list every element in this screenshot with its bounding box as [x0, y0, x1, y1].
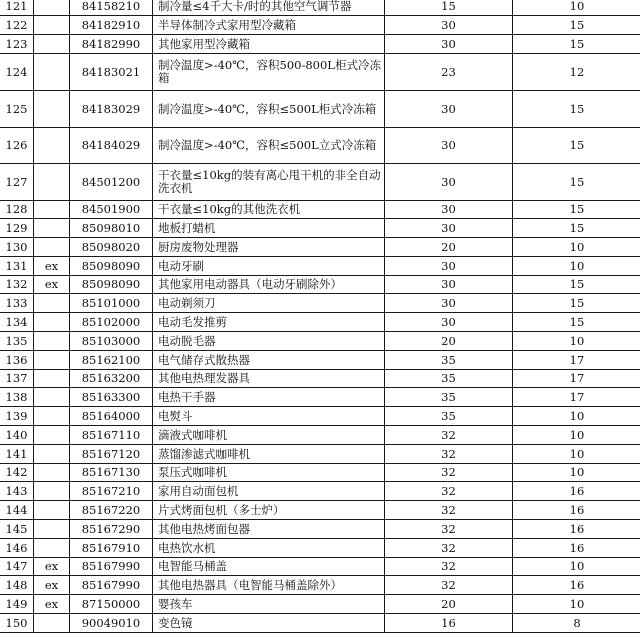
- ex-marker: [34, 464, 70, 482]
- mfn-rate: 35: [385, 407, 513, 426]
- tariff-code: 85167130: [70, 464, 153, 482]
- item-description: 婴孩车: [153, 595, 385, 614]
- new-rate: 10: [513, 595, 640, 614]
- row-number: 126: [0, 128, 34, 164]
- tariff-code: 85098020: [70, 238, 153, 257]
- row-number: 141: [0, 445, 34, 464]
- tariff-code: 85167290: [70, 520, 153, 539]
- table-row: [0, 35, 640, 54]
- mfn-rate: 30: [385, 276, 513, 294]
- table-row: [0, 576, 640, 595]
- item-description: 电动脱毛器: [153, 332, 385, 351]
- row-number: 129: [0, 219, 34, 238]
- new-rate: 10: [513, 426, 640, 445]
- new-rate: 15: [513, 201, 640, 219]
- row-number: 146: [0, 539, 34, 558]
- tariff-code: 85103000: [70, 332, 153, 351]
- mfn-rate: 35: [385, 388, 513, 407]
- mfn-rate: 35: [385, 370, 513, 388]
- row-number: 134: [0, 313, 34, 332]
- item-description: 制冷温度>-40℃，容积≤500L立式冷冻箱: [153, 128, 385, 164]
- ex-marker: [34, 128, 70, 164]
- table-row: [0, 276, 640, 294]
- table-row: [0, 426, 640, 445]
- item-description: 电熨斗: [153, 407, 385, 426]
- ex-marker: [34, 482, 70, 501]
- item-description: 泵压式咖啡机: [153, 464, 385, 482]
- tariff-code: 84501200: [70, 164, 153, 201]
- table-row: [0, 332, 640, 351]
- item-description: 制冷温度>-40℃，容积500-800L柜式冷冻箱: [153, 54, 385, 91]
- new-rate: 15: [513, 16, 640, 35]
- mfn-rate: 32: [385, 426, 513, 445]
- row-number: 139: [0, 407, 34, 426]
- row-number: 123: [0, 35, 34, 54]
- ex-marker: [34, 520, 70, 539]
- ex-marker: [34, 426, 70, 445]
- tariff-code: 84184029: [70, 128, 153, 164]
- mfn-rate: 32: [385, 539, 513, 558]
- item-description: 制冷量≤4千大卡/时的其他空气调节器: [153, 0, 385, 16]
- new-rate: 15: [513, 91, 640, 128]
- tariff-code: 84183029: [70, 91, 153, 128]
- table-row: [0, 238, 640, 257]
- mfn-rate: 30: [385, 16, 513, 35]
- mfn-rate: 30: [385, 91, 513, 128]
- new-rate: 17: [513, 370, 640, 388]
- new-rate: 10: [513, 445, 640, 464]
- mfn-rate: 32: [385, 445, 513, 464]
- ex-marker: [34, 539, 70, 558]
- tariff-code: 85098090: [70, 276, 153, 294]
- row-number: 142: [0, 464, 34, 482]
- table-row: [0, 558, 640, 576]
- mfn-rate: 32: [385, 520, 513, 539]
- row-number: 136: [0, 351, 34, 370]
- new-rate: 10: [513, 257, 640, 276]
- new-rate: 15: [513, 219, 640, 238]
- item-description: 蒸馏渗滤式咖啡机: [153, 445, 385, 464]
- mfn-rate: 15: [385, 0, 513, 16]
- row-number: 147: [0, 558, 34, 576]
- item-description: 其他电热理发器具: [153, 370, 385, 388]
- new-rate: 16: [513, 501, 640, 520]
- table-row: [0, 0, 640, 16]
- new-rate: 15: [513, 164, 640, 201]
- ex-marker: [34, 164, 70, 201]
- item-description: 电动牙刷: [153, 257, 385, 276]
- mfn-rate: 32: [385, 501, 513, 520]
- ex-marker: [34, 501, 70, 520]
- row-number: 135: [0, 332, 34, 351]
- item-description: 电动毛发推剪: [153, 313, 385, 332]
- table-row: [0, 388, 640, 407]
- table-row: [0, 54, 640, 91]
- mfn-rate: 30: [385, 201, 513, 219]
- table-row: [0, 445, 640, 464]
- new-rate: 12: [513, 54, 640, 91]
- ex-marker: [34, 614, 70, 633]
- item-description: 地板打蜡机: [153, 219, 385, 238]
- ex-marker: [34, 370, 70, 388]
- new-rate: 16: [513, 482, 640, 501]
- item-description: 家用自动面包机: [153, 482, 385, 501]
- ex-marker: ex: [34, 257, 70, 276]
- ex-marker: [34, 91, 70, 128]
- table-row: [0, 351, 640, 370]
- item-description: 制冷温度>-40℃，容积≤500L柜式冷冻箱: [153, 91, 385, 128]
- ex-marker: [34, 35, 70, 54]
- item-description: 电热饮水机: [153, 539, 385, 558]
- new-rate: 17: [513, 388, 640, 407]
- item-description: 电动剃须刀: [153, 294, 385, 313]
- new-rate: 17: [513, 351, 640, 370]
- mfn-rate: 30: [385, 257, 513, 276]
- mfn-rate: 16: [385, 614, 513, 633]
- item-description: 干衣量≤10kg的其他洗衣机: [153, 201, 385, 219]
- ex-marker: ex: [34, 276, 70, 294]
- row-number: 122: [0, 16, 34, 35]
- item-description: 厨房废物处理器: [153, 238, 385, 257]
- table-row: [0, 595, 640, 614]
- table-row: [0, 164, 640, 201]
- tariff-code: 85167910: [70, 539, 153, 558]
- ex-marker: [34, 445, 70, 464]
- tariff-code: 85101000: [70, 294, 153, 313]
- table-row: [0, 257, 640, 276]
- row-number: 133: [0, 294, 34, 313]
- row-number: 144: [0, 501, 34, 520]
- table-row: [0, 16, 640, 35]
- item-description: 电热干手器: [153, 388, 385, 407]
- new-rate: 10: [513, 407, 640, 426]
- row-number: 124: [0, 54, 34, 91]
- tariff-code: 85163200: [70, 370, 153, 388]
- tariff-code: 85163300: [70, 388, 153, 407]
- new-rate: 10: [513, 558, 640, 576]
- new-rate: 16: [513, 576, 640, 595]
- table-row: [0, 520, 640, 539]
- ex-marker: ex: [34, 576, 70, 595]
- mfn-rate: 23: [385, 54, 513, 91]
- new-rate: 10: [513, 332, 640, 351]
- mfn-rate: 30: [385, 164, 513, 201]
- ex-marker: [34, 407, 70, 426]
- row-number: 125: [0, 91, 34, 128]
- ex-marker: [34, 313, 70, 332]
- mfn-rate: 30: [385, 219, 513, 238]
- mfn-rate: 32: [385, 482, 513, 501]
- table-row: [0, 219, 640, 238]
- ex-marker: [34, 388, 70, 407]
- tariff-code: 85162100: [70, 351, 153, 370]
- item-description: 电智能马桶盖: [153, 558, 385, 576]
- item-description: 滴液式咖啡机: [153, 426, 385, 445]
- new-rate: 10: [513, 238, 640, 257]
- tariff-code: 84182910: [70, 16, 153, 35]
- row-number: 137: [0, 370, 34, 388]
- mfn-rate: 30: [385, 294, 513, 313]
- table-row: [0, 91, 640, 128]
- table-row: [0, 370, 640, 388]
- row-number: 145: [0, 520, 34, 539]
- new-rate: 15: [513, 35, 640, 54]
- tariff-code: 85167220: [70, 501, 153, 520]
- item-description: 半导体制冷式家用型冷藏箱: [153, 16, 385, 35]
- row-number: 127: [0, 164, 34, 201]
- table-row: [0, 313, 640, 332]
- mfn-rate: 32: [385, 576, 513, 595]
- item-description: 其他电热器具（电智能马桶盖除外）: [153, 576, 385, 595]
- tariff-code: 85167110: [70, 426, 153, 445]
- ex-marker: ex: [34, 595, 70, 614]
- new-rate: 15: [513, 128, 640, 164]
- row-number: 138: [0, 388, 34, 407]
- row-number: 148: [0, 576, 34, 595]
- table-row: [0, 201, 640, 219]
- tariff-code: 84501900: [70, 201, 153, 219]
- new-rate: 10: [513, 464, 640, 482]
- tariff-code: 87150000: [70, 595, 153, 614]
- tariff-code: 85098090: [70, 257, 153, 276]
- item-description: 片式烤面包机（多士炉）: [153, 501, 385, 520]
- tariff-code: 85167210: [70, 482, 153, 501]
- new-rate: 16: [513, 520, 640, 539]
- ex-marker: [34, 238, 70, 257]
- tariff-code: 84182990: [70, 35, 153, 54]
- row-number: 128: [0, 201, 34, 219]
- table-row: [0, 482, 640, 501]
- mfn-rate: 20: [385, 238, 513, 257]
- new-rate: 15: [513, 313, 640, 332]
- tariff-code: 84183021: [70, 54, 153, 91]
- ex-marker: [34, 294, 70, 313]
- table-row: [0, 464, 640, 482]
- new-rate: 16: [513, 539, 640, 558]
- mfn-rate: 20: [385, 332, 513, 351]
- item-description: 其他家用型冷藏箱: [153, 35, 385, 54]
- tariff-code: 85164000: [70, 407, 153, 426]
- ex-marker: [34, 219, 70, 238]
- row-number: 130: [0, 238, 34, 257]
- table-row: [0, 294, 640, 313]
- table-row: [0, 407, 640, 426]
- new-rate: 8: [513, 614, 640, 633]
- row-number: 132: [0, 276, 34, 294]
- row-number: 131: [0, 257, 34, 276]
- mfn-rate: 30: [385, 313, 513, 332]
- ex-marker: [34, 54, 70, 91]
- row-number: 140: [0, 426, 34, 445]
- ex-marker: [34, 0, 70, 16]
- tariff-code: 85098010: [70, 219, 153, 238]
- table-row: [0, 614, 640, 633]
- row-number: 149: [0, 595, 34, 614]
- tariff-code: 84158210: [70, 0, 153, 16]
- ex-marker: [34, 332, 70, 351]
- ex-marker: [34, 351, 70, 370]
- item-description: 其他家用电动器具（电动牙刷除外）: [153, 276, 385, 294]
- ex-marker: ex: [34, 558, 70, 576]
- row-number: 121: [0, 0, 34, 16]
- item-description: 变色镜: [153, 614, 385, 633]
- tariff-code: 85167120: [70, 445, 153, 464]
- new-rate: 10: [513, 0, 640, 16]
- mfn-rate: 32: [385, 464, 513, 482]
- mfn-rate: 20: [385, 595, 513, 614]
- item-description: 其他电热烤面包器: [153, 520, 385, 539]
- ex-marker: [34, 201, 70, 219]
- mfn-rate: 30: [385, 35, 513, 54]
- table-row: [0, 501, 640, 520]
- table-row: [0, 539, 640, 558]
- row-number: 150: [0, 614, 34, 633]
- tariff-code: 85102000: [70, 313, 153, 332]
- mfn-rate: 35: [385, 351, 513, 370]
- item-description: 干衣量≤10kg的装有离心甩干机的非全自动洗衣机: [153, 164, 385, 201]
- new-rate: 15: [513, 294, 640, 313]
- row-number: 143: [0, 482, 34, 501]
- tariff-code: 90049010: [70, 614, 153, 633]
- item-description: 电气储存式散热器: [153, 351, 385, 370]
- tariff-code: 85167990: [70, 558, 153, 576]
- ex-marker: [34, 16, 70, 35]
- new-rate: 15: [513, 276, 640, 294]
- mfn-rate: 32: [385, 558, 513, 576]
- table-row: [0, 128, 640, 164]
- tariff-code: 85167990: [70, 576, 153, 595]
- mfn-rate: 30: [385, 128, 513, 164]
